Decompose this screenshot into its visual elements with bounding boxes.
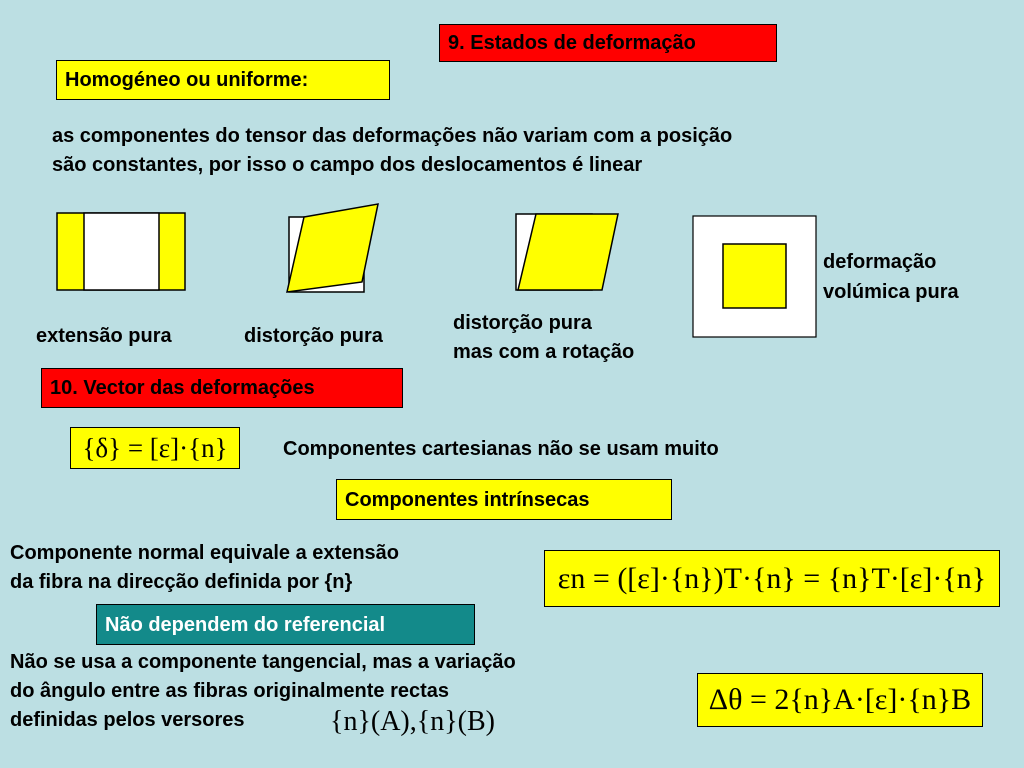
extension-caption: extensão pura xyxy=(36,325,172,347)
volumetric-diagram xyxy=(692,215,818,339)
distortion-rotation-diagram xyxy=(514,212,622,292)
distortion-diagram xyxy=(284,202,380,296)
volumetric-caption-line-2: volúmica pura xyxy=(823,281,959,303)
distortion-rotation-caption-line-2: mas com a rotação xyxy=(453,341,635,363)
normal-component-formula xyxy=(544,550,1000,607)
tangential-line-1: Não se usa a componente tangencial, mas a variação xyxy=(10,651,516,673)
homogeneous-label: Homogéneo ou uniforme: xyxy=(56,60,390,100)
volumetric-caption-line-1: deformação xyxy=(823,251,937,273)
reference-independence-label: Não dependem do referencial xyxy=(96,604,475,645)
angle-variation-formula xyxy=(697,673,983,727)
normal-component-formula-text: εn = ([ε]·{n})T·{n} = {n}T·[ε]·{n} xyxy=(557,561,987,595)
deformation-vector-formula: {δ} = [ε]·{n} xyxy=(70,427,240,469)
homogeneous-text-line-2: são constantes, por isso o campo dos deslocamentos é linear xyxy=(52,154,643,176)
angle-variation-formula-text: Δθ = 2{n}A·[ε]·{n}B xyxy=(708,683,972,716)
versors-notation: {n}(A),{n}(B) xyxy=(330,706,495,737)
normal-component-line-1: Componente normal equivale a extensão xyxy=(10,542,399,564)
section-9-title: 9. Estados de deformação xyxy=(439,24,777,62)
tangential-line-3: definidas pelos versores xyxy=(10,709,245,731)
extension-diagram xyxy=(56,211,188,292)
section-10-title: 10. Vector das deformações xyxy=(41,368,403,408)
normal-component-line-2: da fibra na direcção definida por {n} xyxy=(10,571,353,593)
homogeneous-text-line-1: as componentes do tensor das deformações não variam com a posição xyxy=(52,125,733,147)
distortion-caption: distorção pura xyxy=(244,325,383,347)
tangential-line-2: do ângulo entre as fibras originalmente rectas xyxy=(10,680,450,702)
intrinsic-components-label: Componentes intrínsecas xyxy=(336,479,672,520)
distortion-rotation-caption-line-1: distorção pura xyxy=(453,312,592,334)
cartesian-note: Componentes cartesianas não se usam muito xyxy=(283,438,719,460)
